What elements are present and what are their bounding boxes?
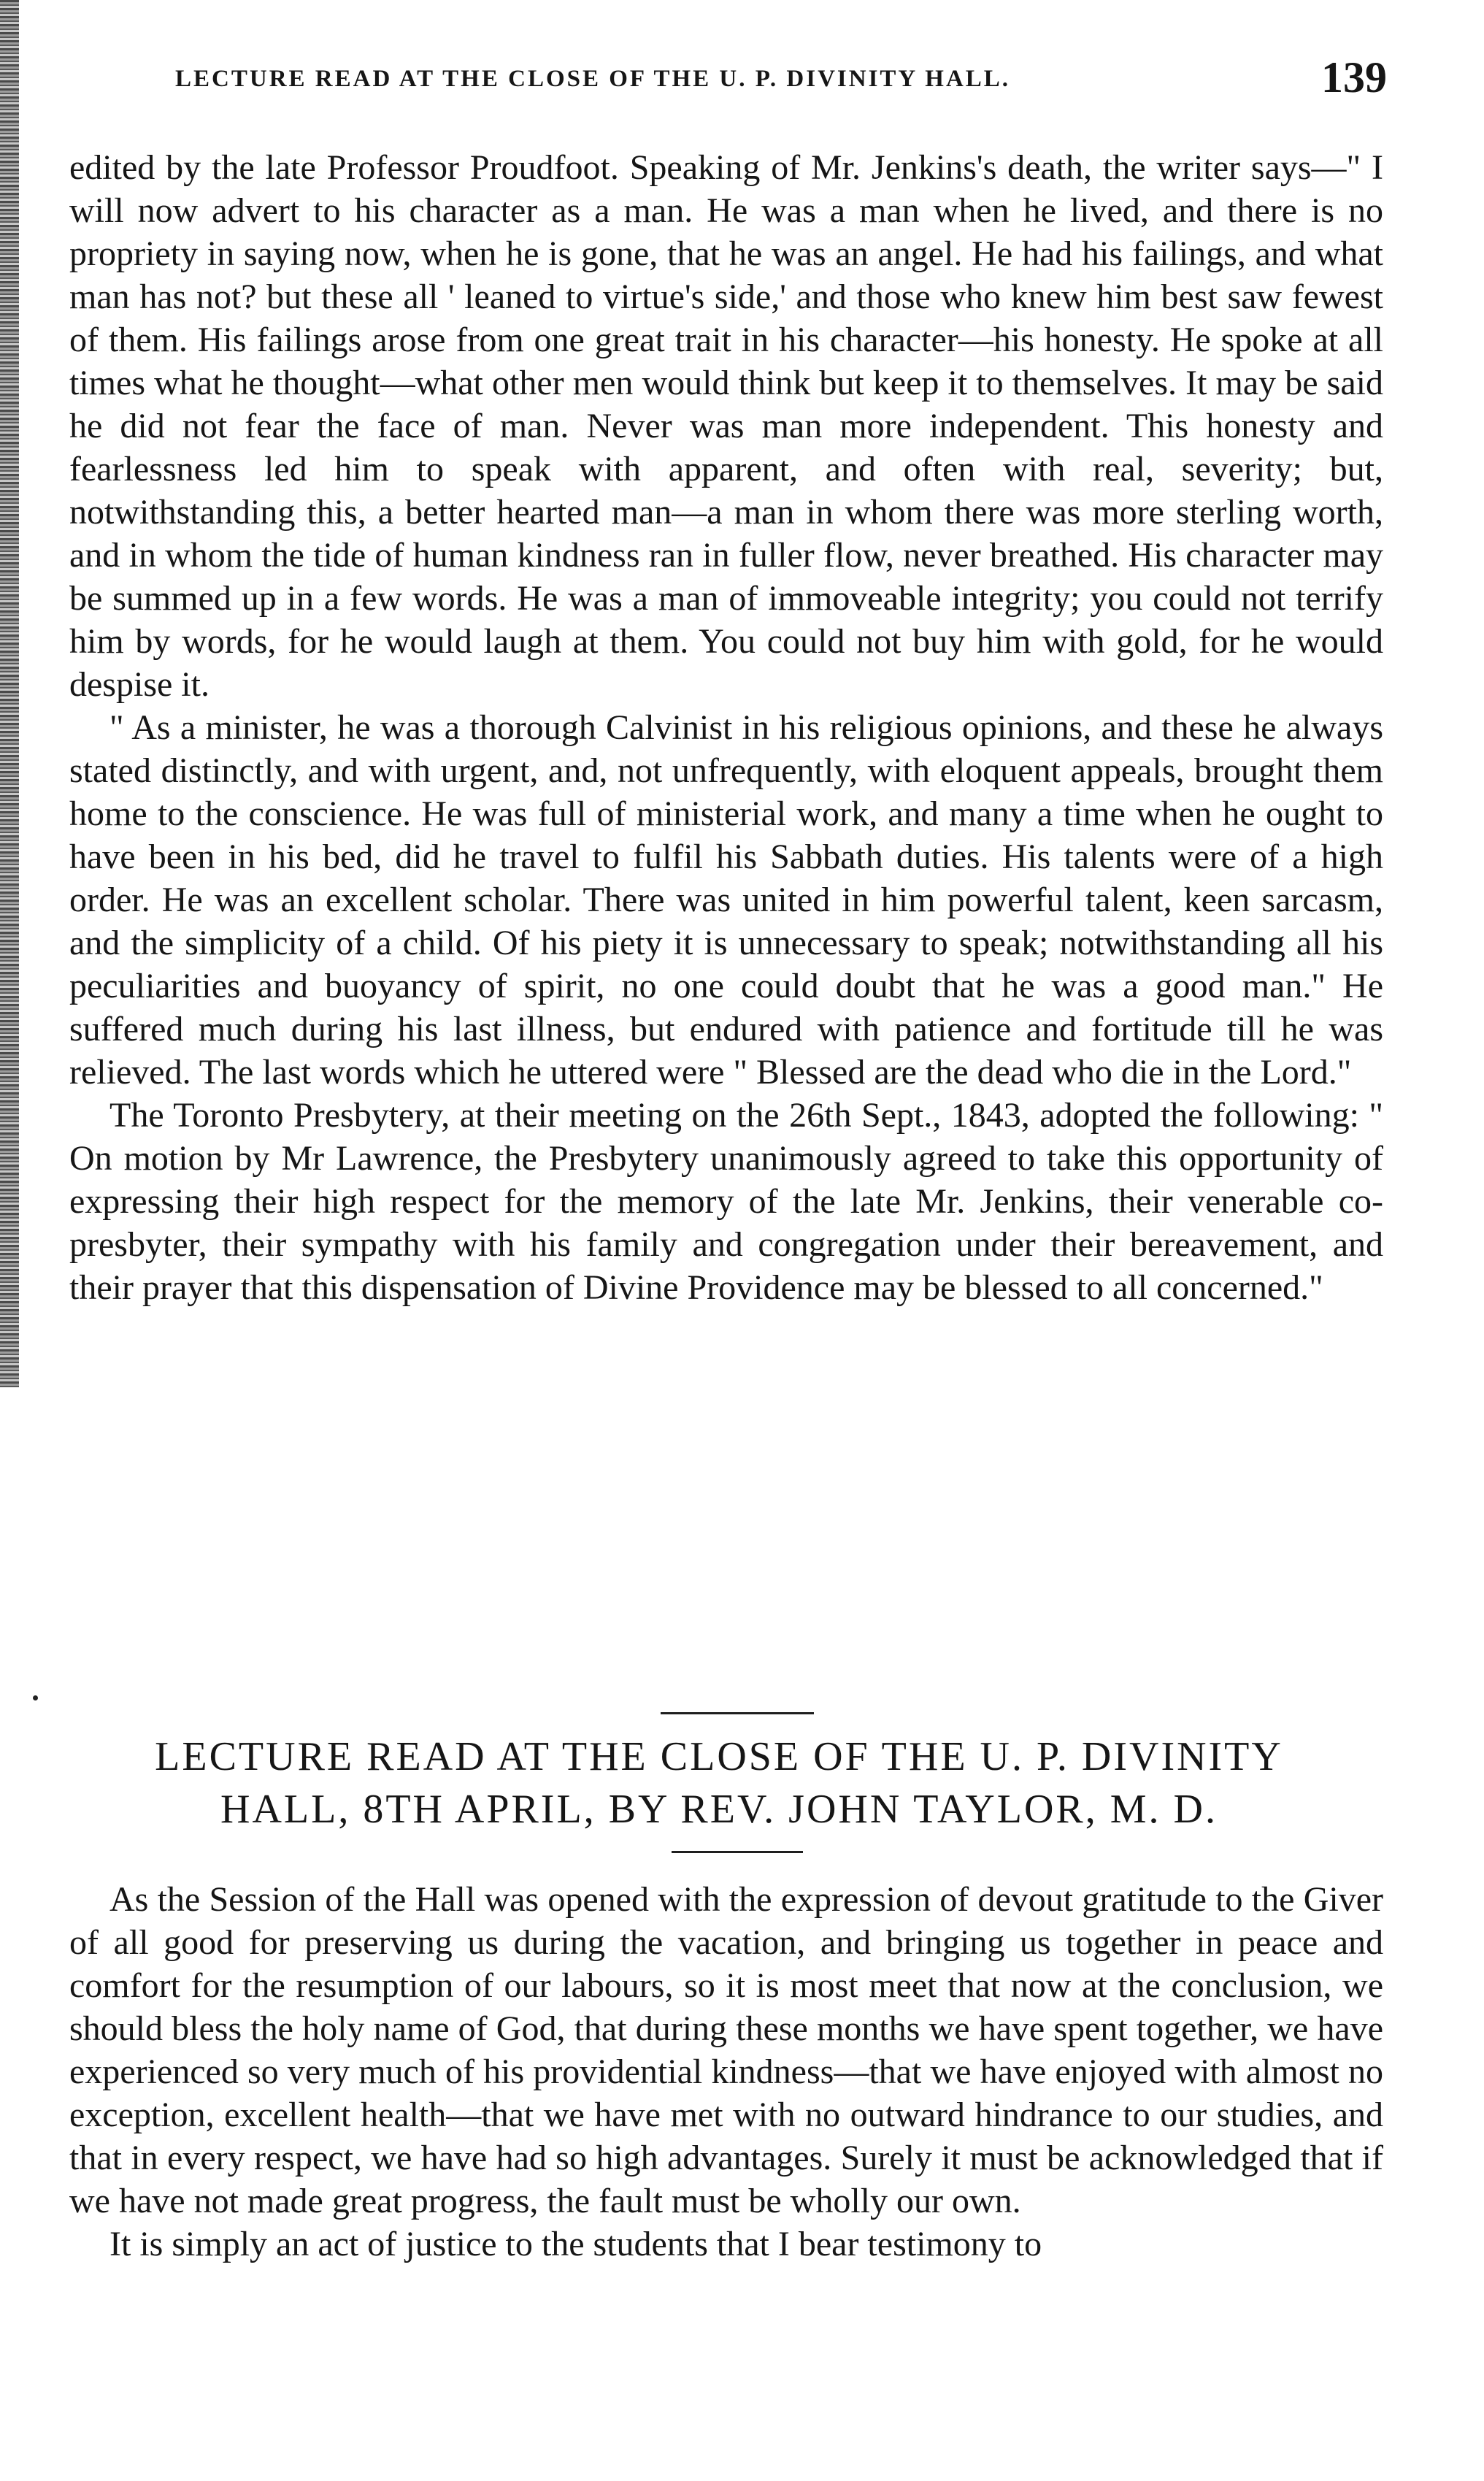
- binding-edge: [0, 0, 19, 1387]
- paragraph: It is simply an act of justice to the students that I bear testimony to: [109, 2225, 1042, 2263]
- lecture-heading-line-1: LECTURE READ AT THE CLOSE OF THE U. P. DIVINITY: [155, 1734, 1283, 1779]
- paragraph: edited by the late Professor Proudfoot. Speaking of Mr. Jenkins's death, the writer says—" I will now advert to his character as a man. He was a man when he lived, and there is no propriety in saying now, when he is gone, that he was an angel. He had his failings, and what man has not? but these all ' leaned to virtue's side,' and those who knew him best saw fewest of them. His failings arose from one great trait in his character—his honesty. He spoke at all times what he thought—what other men would think but keep it to themselves. It may be said he did not fear the face of man. Never was man more independent. This honesty and fearlessness led him to speak with apparent, and often with real, severity; but, notwithstanding this, a better hearted man—a man in whom there was more sterling worth, and in whom the tide of human kindness ran in fuller flow, never breathed. His character may be summed up in a few words. He was a man of immoveable integrity; you could not terrify him by words, for he would laugh at them. You could not buy him with gold, for he would despise it.: [69, 148, 1383, 704]
- section-rule-top: [661, 1712, 814, 1714]
- stray-ink-dot: [33, 1695, 38, 1700]
- paragraph: " As a minister, he was a thorough Calvinist in his religious opinions, and these he always stated distinctly, and with urgent, and, not unfrequently, with eloquent appeals, brought them home to the conscience. He was full of ministerial work, and many a time when he ought to have been in his bed, did he travel to fulfil his Sabbath duties. His talents were of a high order. He was an excellent scholar. There was united in him powerful talent, keen sarcasm, and the simplicity of a child. Of his piety it is unnecessary to speak; notwithstanding all his peculiarities and buoyancy of spirit, no one could doubt that he was a good man." He suffered much during his last illness, but endured with patience and fortitude till he was relieved. The last words which he uttered were " Blessed are the dead who die in the Lord.": [69, 708, 1383, 1092]
- continued-article: [69, 146, 1383, 1309]
- paragraph: As the Session of the Hall was opened with the expression of devout gratitude to the Giver of all good for preserving us during the vacation, and bringing us together in peace and comfort for the resumption of our labours, so it is most meet that now at the conclusion, we should bless the holy name of God, that during these months we have spent together, we have experienced so very much of his providential kindness—that we have enjoyed with almost no exception, excellent health—that we have met with no outward hindrance to our studies, and that in every respect, we have had so high advantages. Surely it must be acknowledged that if we have not made great progress, the fault must be wholly our own.: [69, 1880, 1383, 2220]
- lecture-heading-line-2: HALL, 8TH APRIL, BY REV. JOHN TAYLOR, M. D.: [220, 1787, 1218, 1832]
- lecture-heading: [44, 1730, 1394, 1836]
- running-head: [175, 53, 1387, 118]
- lecture-body: [69, 1878, 1383, 2266]
- paragraph: The Toronto Presbytery, at their meeting on the 26th Sept., 1843, adopted the following: " On motion by Mr Lawrence, the Presbytery unanimously agreed to take this opportunity of expressing their high respect for the memory of the late Mr. Jenkins, their venerable co-presbyter, their sympathy with his family and congregation under their bereavement, and their prayer that this dispensation of Divine Providence may be blessed to all concerned.": [69, 1096, 1383, 1307]
- running-head-title: LECTURE READ AT THE CLOSE OF THE U. P. DIVINITY HALL.: [175, 66, 1011, 92]
- page-number: 139: [1321, 53, 1387, 101]
- section-rule-bottom: [672, 1851, 803, 1853]
